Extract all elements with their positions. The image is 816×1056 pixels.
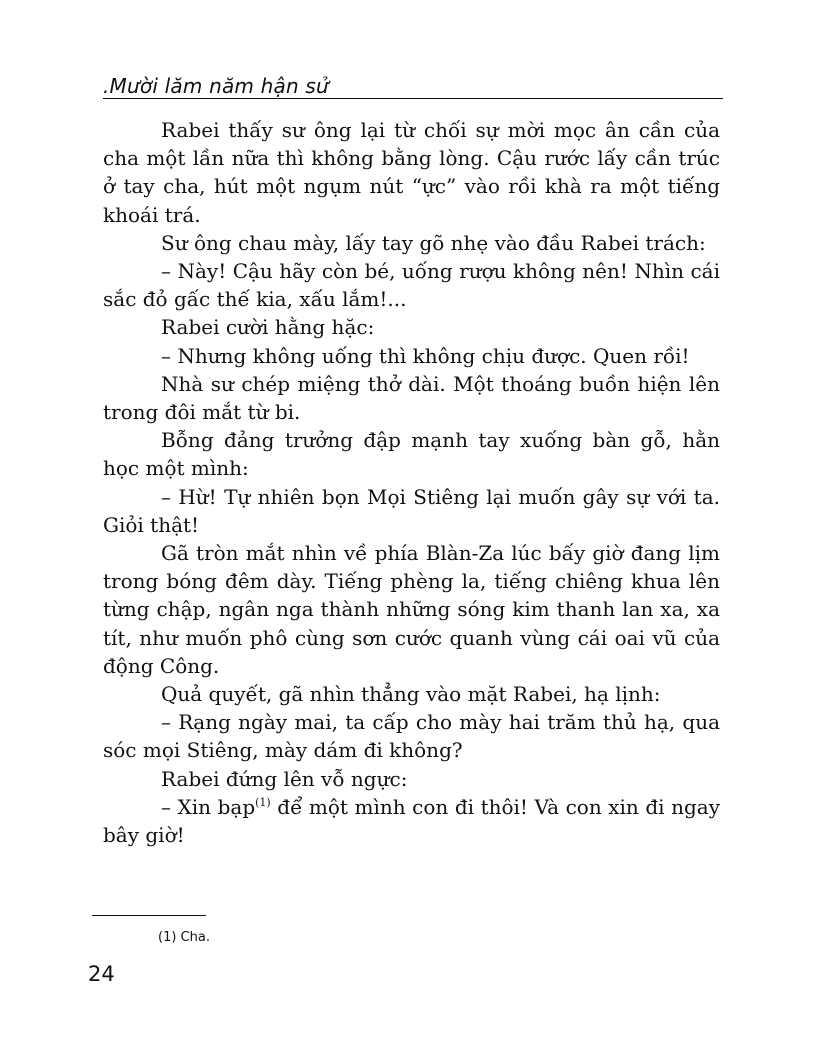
paragraph-text: – Xin bạp bbox=[161, 794, 256, 819]
paragraph: Nhà sư chép miệng thở dài. Một thoáng buồn hiện lên trong đôi mắt từ bi. bbox=[103, 371, 720, 425]
paragraph: – Này! Cậu hãy còn bé, uống rượu không nên! Nhìn cái sắc đỏ gấc thế kia, xấu lắm!... bbox=[103, 259, 720, 312]
paragraph: – Rạng ngày mai, ta cấp cho mày hai trăm thủ hạ, qua sóc mọi Stiêng, mày dám đi không? bbox=[103, 710, 720, 763]
paragraph: Rabei thấy sư ông lại từ chối sự mời mọc ân cần của cha một lần nữa thì không bằng lòng. Cậu rước lấy cần trúc ở tay cha, hút một ngụm nút “ực” vào rồi khà ra một tiếng khoái trá. bbox=[103, 118, 720, 227]
paragraph: Gã tròn mắt nhìn về phía Blàn-Za lúc bấy giờ đang lịm trong bóng đêm dày. Tiếng phèng la, tiếng chiêng khua lên từng chập, ngân nga thành những sóng kim thanh lan xa, xa tít, như muốn phô cùng sơn cước quanh vùng cái oai vũ của động Công. bbox=[103, 541, 720, 678]
footnote-rule bbox=[92, 915, 206, 916]
body-text bbox=[103, 116, 720, 849]
paragraph: Rabei cười hằng hặc: bbox=[161, 315, 375, 340]
paragraph: Sư ông chau mày, lấy tay gõ nhẹ vào đầu Rabei trách: bbox=[161, 230, 706, 255]
header-rule bbox=[103, 98, 723, 99]
running-header: .Mười lăm năm hận sử bbox=[103, 74, 329, 98]
paragraph: Quả quyết, gã nhìn thẳng vào mặt Rabei, hạ lịnh: bbox=[161, 682, 661, 707]
paragraph: Bỗng đảng trưởng đập mạnh tay xuống bàn gỗ, hằn học một mình: bbox=[103, 428, 720, 481]
paragraph: Rabei đứng lên vỗ ngực: bbox=[161, 766, 408, 791]
paragraph-text: để một mình con đi thôi! Và con xin đi ngay bây giờ! bbox=[103, 794, 720, 848]
paragraph: – Hừ! Tự nhiên bọn Mọi Stiêng lại muốn gây sự với ta. Giỏi thật! bbox=[103, 484, 720, 537]
footnote: (1) Cha. bbox=[158, 930, 210, 945]
paragraph-last bbox=[103, 793, 720, 849]
paragraph: – Nhưng không uống thì không chịu được. Quen rồi! bbox=[161, 343, 690, 368]
page-number: 24 bbox=[88, 962, 115, 986]
footnote-reference[interactable]: (1) bbox=[255, 795, 271, 809]
